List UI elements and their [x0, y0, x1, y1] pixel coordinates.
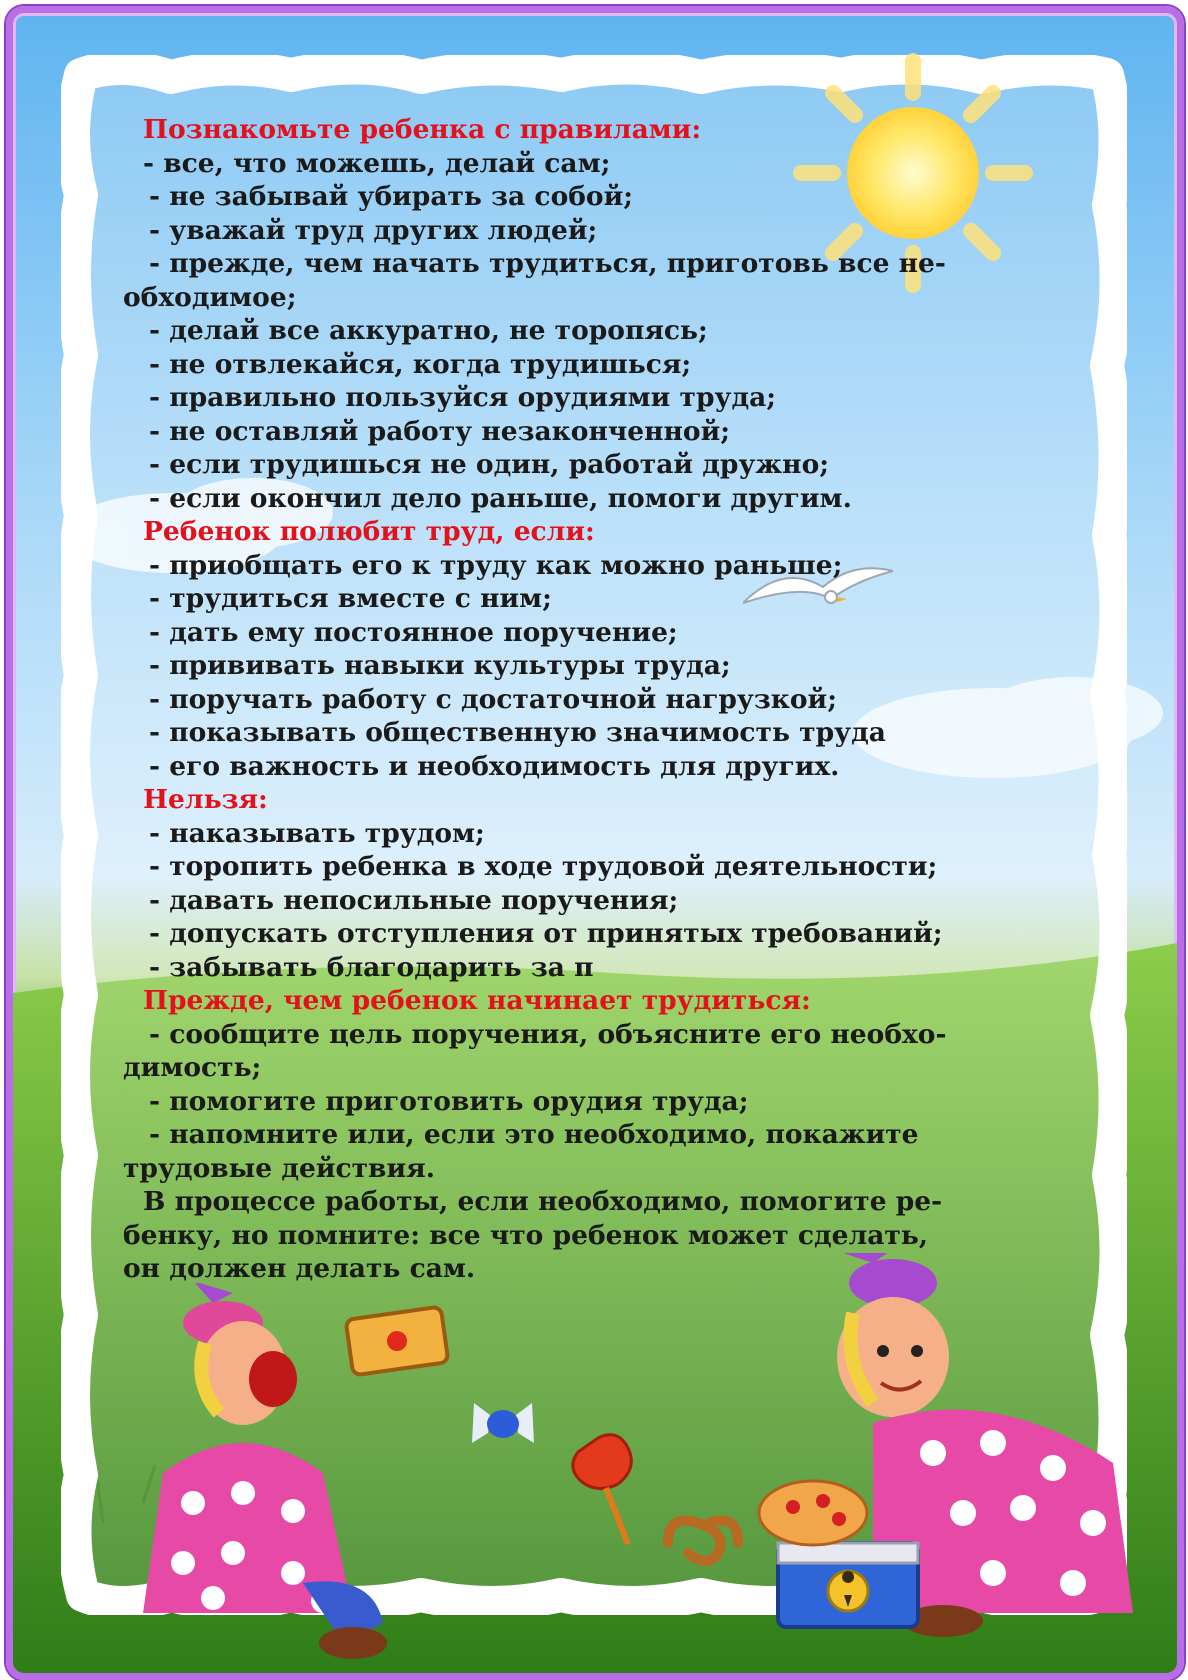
- section-heading-forbidden: Нельзя:: [143, 784, 268, 815]
- instructions-text: [123, 113, 1083, 1286]
- list-item: - давать непосильные поручения;: [149, 884, 679, 916]
- list-item: - делай все аккуратно, не торопясь;: [149, 315, 708, 346]
- list-item: димость;: [123, 1052, 262, 1083]
- rooster-lollipop-icon: [558, 1428, 648, 1548]
- list-item: - напомните или, если это необходимо, покажите: [149, 1119, 919, 1150]
- list-item: - поручать работу с достаточной нагрузкой;: [149, 683, 837, 715]
- list-item: обходимое;: [123, 281, 297, 313]
- poster-frame: [6, 6, 1184, 1680]
- list-item: - не оставляй работу незаконченной;: [149, 415, 731, 447]
- pie-icon: [753, 1463, 873, 1553]
- list-item: - забывать благодарить за п: [149, 951, 594, 983]
- gingerbread-icon: [343, 1303, 453, 1383]
- section-heading-rules: Познакомьте ребенка с правилами:: [143, 114, 702, 145]
- list-item: - допускать отступления от принятых требований;: [149, 918, 943, 949]
- paragraph-line: он должен делать сам.: [123, 1253, 476, 1284]
- list-item: - помогите приготовить орудия труда;: [149, 1085, 749, 1117]
- list-item: трудовые действия.: [123, 1152, 435, 1184]
- list-item: - не отвлекайся, когда трудишься;: [149, 348, 692, 380]
- paragraph-line: В процессе работы, если необходимо, помогите ре-: [143, 1186, 943, 1217]
- list-item: - его важность и необходимость для других.: [149, 750, 840, 782]
- list-item: - уважай труд других людей;: [149, 214, 598, 246]
- list-item: - прививать навыки культуры труда;: [149, 650, 731, 681]
- section-heading-love-work: Ребенок полюбит труд, если:: [143, 516, 595, 547]
- list-item: - не забывай убирать за собой;: [149, 181, 634, 212]
- candy-icon: [468, 1393, 538, 1453]
- list-item: - все, что можешь, делай сам;: [143, 147, 611, 179]
- section-heading-before-work: Прежде, чем ребенок начинает трудиться:: [143, 985, 811, 1016]
- list-item: - правильно пользуйся орудиями труда;: [149, 382, 777, 413]
- list-item: - приобщать его к труду как можно раньше;: [149, 549, 843, 581]
- list-item: - прежде, чем начать трудиться, приготовь все не-: [149, 248, 946, 279]
- list-item: - если окончил дело раньше, помоги другим.: [149, 482, 852, 514]
- list-item: - сообщите цель поручения, объясните его необхо-: [149, 1018, 947, 1050]
- list-item: - дать ему постоянное поручение;: [149, 616, 678, 648]
- list-item: - торопить ребенка в ходе трудовой деятельности;: [149, 851, 938, 882]
- pretzel-icon: [658, 1503, 748, 1573]
- list-item: - трудиться вместе с ним;: [149, 583, 552, 614]
- list-item: - наказывать трудом;: [149, 817, 485, 849]
- list-item: - показывать общественную значимость труда: [149, 717, 886, 748]
- list-item: - если трудишься не один, работай дружно;: [149, 449, 830, 480]
- paragraph-line: бенку, но помните: все что ребенок может сделать,: [123, 1219, 929, 1251]
